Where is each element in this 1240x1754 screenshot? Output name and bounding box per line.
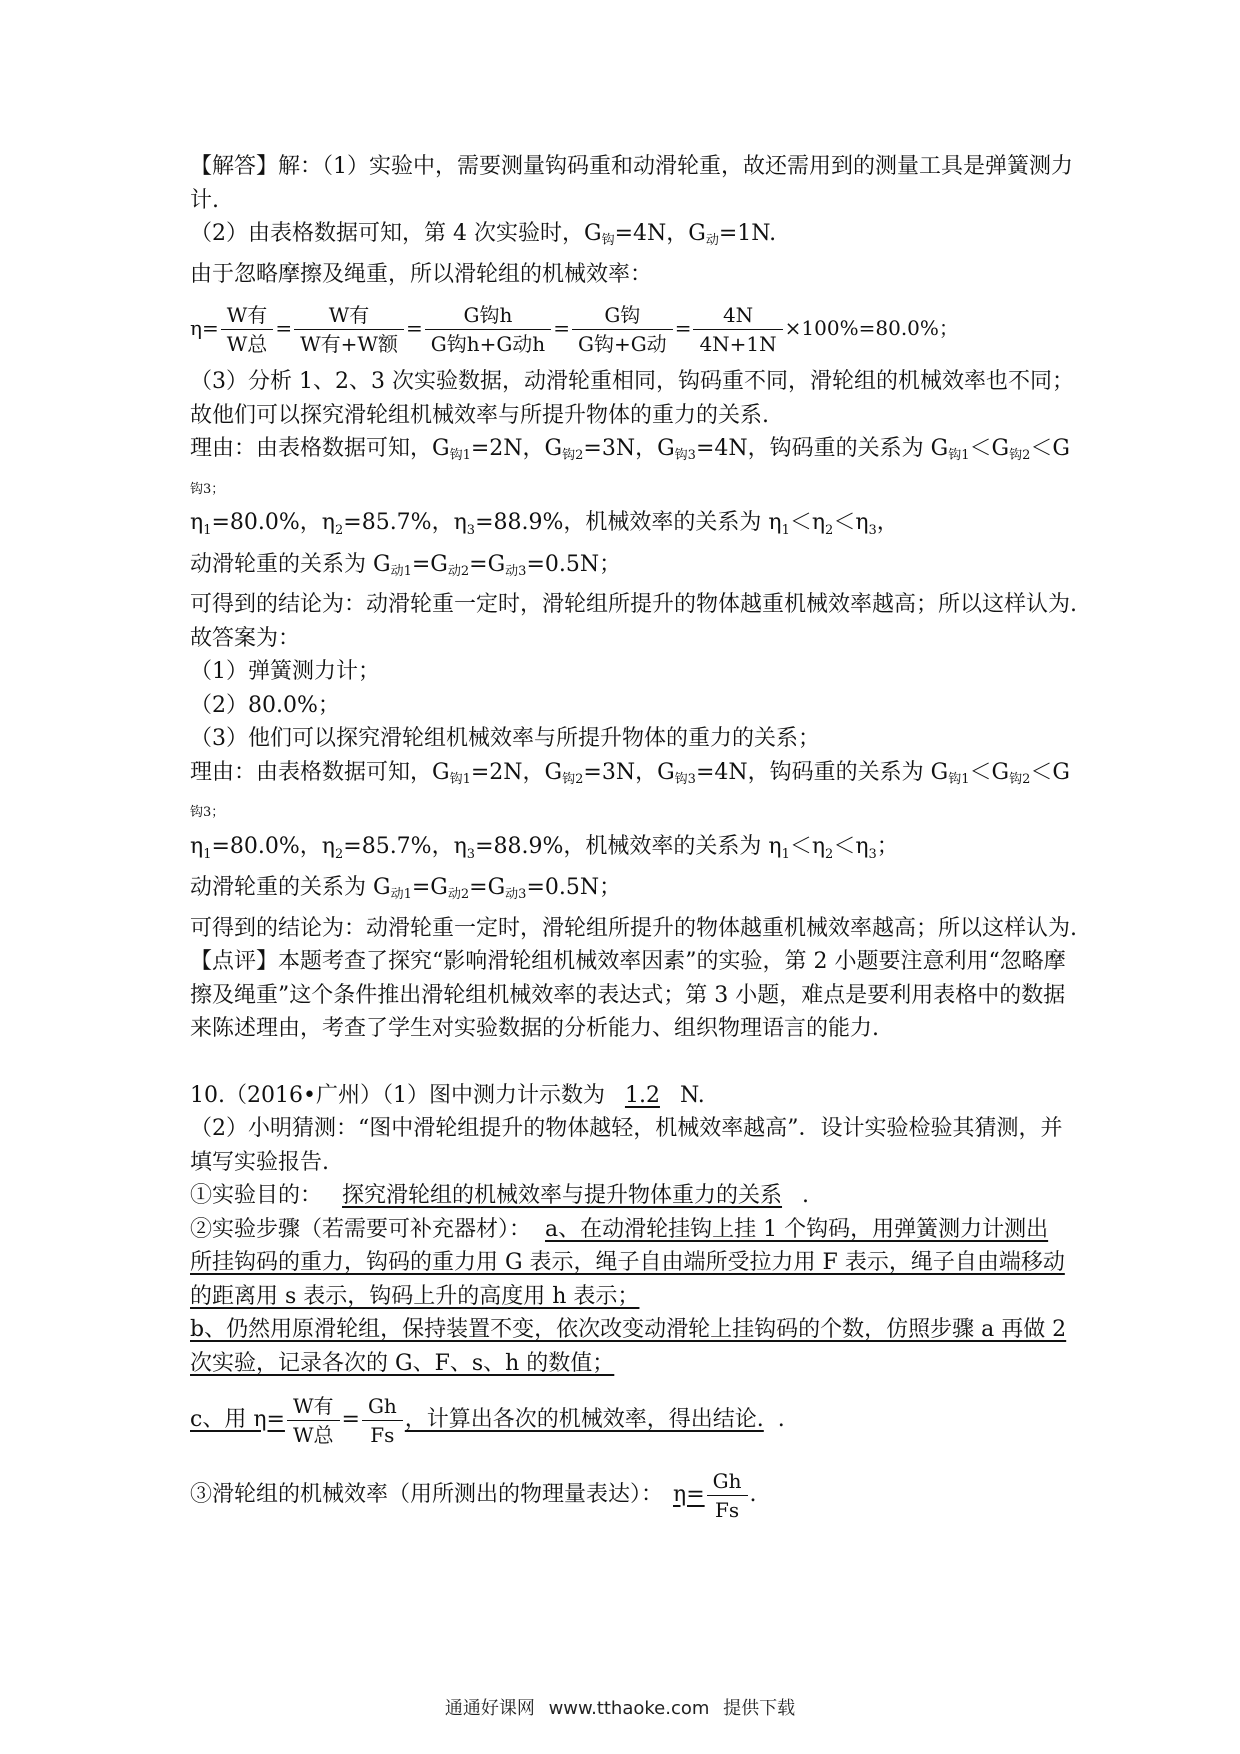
answer-2: （2）80.0%； <box>190 692 340 718</box>
efficiency-formula: η= $\frac{\text{W有}}{\text{W总}}$ = $\frac{\text{W有}}{\text{W有+W额}}$ = $\frac{\text{G钩h}}{\text{G钩h+G动h}}$ = $\frac{\text{G钩}}{\text{G钩+G动}}$ = $\frac{4N}{4N+1N}$ ×100%=80.0%； <box>190 303 959 356</box>
reason-line-repeat: 理由：由表格数据可知，$G_{钩1}=2N$，$G_{钩2}=3N$，$G_{钩3}=4N$，钩码重的关系为 $G_{钩1}<G_{钩2}<G$ <box>190 759 1070 787</box>
experiment-purpose: ①实验目的： 探究滑轮组的机械效率与提升物体重力的关系 . <box>190 1183 810 1208</box>
reason-cont: 钩3； <box>190 481 225 497</box>
experiment-steps-a1: ②实验步骤（若需要可补充器材）： a、在动滑轮挂钩上挂 1 个钩码，用弹簧测力计测出 <box>190 1216 1049 1242</box>
eta-line: $\eta_1=80.0\%$，$\eta_2=85.7\%$，$\eta_3=88.9\%$，机械效率的关系为 $\eta_1<\eta_2<\eta_3$， <box>190 510 899 538</box>
efficiency-expression: ③滑轮组的机械效率（用所测出的物理量表达）： η= $\frac{Gh}{Fs}$ . <box>190 1468 757 1522</box>
reason-line: 理由：由表格数据可知，$G_{钩1}=2N$，$G_{钩2}=3N$，$G_{钩3}=4N$，钩码重的关系为 $G_{钩1}<G_{钩2}<G$ <box>190 436 1070 463</box>
fraction: $\frac{4N}{4N+1N}$ <box>693 301 782 358</box>
part2-line: （2）由表格数据可知，第 4 次实验时，$G_钩=4N$，$G_动=1N$. <box>190 221 777 248</box>
experiment-steps-b1: b、仍然用原滑轮组，保持装置不变，依次改变动滑轮上挂钩码的个数，仿照步骤 a 再做 2 <box>190 1317 1067 1342</box>
experiment-steps-c: c、用 η= $\frac{\text{W有}}{\text{W总}}$ = $\frac{Gh}{Fs}$ ，计算出各次的机械效率，得出结论. . <box>190 1393 785 1447</box>
footer-suffix: 提供下载 <box>723 1698 796 1719</box>
review-line-2: 擦及绳重”这个条件推出滑轮组机械效率的表达式；第 3 小题，难点是要利用表格中的数据 <box>190 982 1066 1008</box>
experiment-steps-a2: 所挂钩码的重力，钩码的重力用 G 表示，绳子自由端所受拉力用 F 表示，绳子自由端移动 <box>190 1250 1065 1275</box>
fraction: $\frac{\text{W有}}{\text{W总}}$ <box>287 1392 340 1449</box>
answer-blank: 探究滑轮组的机械效率与提升物体重力的关系 <box>342 1183 783 1208</box>
page-footer <box>0 1694 1240 1720</box>
question-10-line-3: 填写实验报告. <box>190 1149 329 1175</box>
dynamic-pulley-line-repeat: 动滑轮重的关系为 $G_{动1}=G_{动2}=G_{动3}=0.5N$； <box>190 875 622 902</box>
answers-title: 故答案为： <box>190 625 301 651</box>
footer-url[interactable]: www.tthaoke.com <box>548 1698 710 1719</box>
fraction: $\frac{\text{G钩}}{\text{G钩+G动}}$ <box>572 301 673 358</box>
fraction: $\frac{Gh}{Fs}$ <box>707 1467 748 1524</box>
reason-cont-repeat: 钩3； <box>190 805 225 820</box>
answer-1: （1）弹簧测力计； <box>190 659 380 684</box>
experiment-steps-b2: 次实验，记录各次的 G、F、s、h 的数值； <box>190 1350 615 1376</box>
conclusion-line: 可得到的结论为：动滑轮重一定时，滑轮组所提升的物体越重机械效率越高；所以这样认为. <box>190 592 1077 617</box>
fraction: $\frac{\text{W有}}{\text{W总}}$ <box>221 301 274 358</box>
question-10-line-2: （2）小明猜测：“图中滑轮组提升的物体越轻，机械效率越高”．设计实验检验其猜测，并 <box>190 1116 1063 1141</box>
fraction: $\frac{Gh}{Fs}$ <box>362 1392 403 1449</box>
review-line-3: 来陈述理由，考查了学生对实验数据的分析能力、组织物理语言的能力. <box>190 1016 879 1041</box>
answer-header: 【解答】解：（1）实验中，需要测量钩码重和动滑轮重，故还需用到的测量工具是弹簧测力 <box>190 154 1074 179</box>
fraction: $\frac{\text{W有}}{\text{W有+W额}}$ <box>294 301 404 358</box>
document-body <box>190 150 1077 1530</box>
conclusion-line-repeat: 可得到的结论为：动滑轮重一定时，滑轮组所提升的物体越重机械效率越高；所以这样认为. <box>190 915 1077 941</box>
dynamic-pulley-line: 动滑轮重的关系为 $G_{动1}=G_{动2}=G_{动3}=0.5N$； <box>190 551 622 579</box>
experiment-steps-a3: 的距离用 s 表示，钩码上升的高度用 h 表示； <box>190 1283 640 1309</box>
answer-header-cont: 计. <box>190 187 219 213</box>
answer-3: （3）他们可以探究滑轮组机械效率与所提升物体的重力的关系； <box>190 726 820 751</box>
fraction: $\frac{\text{G钩h}}{\text{G钩h+G动h}}$ <box>425 301 551 358</box>
part3-line-a: （3）分析 1、2、3 次实验数据，动滑轮重相同，钩码重不同，滑轮组的机械效率也不同； <box>190 369 1074 394</box>
footer-brand: 通通好课网 <box>444 1698 535 1719</box>
answer-blank: 1.2 <box>624 1082 660 1108</box>
eta-line-repeat: $\eta_1=80.0\%$，$\eta_2=85.7\%$，$\eta_3=88.9\%$，机械效率的关系为 $\eta_1<\eta_2<\eta_3$； <box>190 833 899 862</box>
part2-note: 由于忽略摩擦及绳重，所以滑轮组的机械效率： <box>190 261 653 287</box>
question-10-title: 10.（2016•广州）（1）图中测力计示数为 1.2 N. <box>190 1082 705 1108</box>
part3-line-b: 故他们可以探究滑轮组机械效率与所提升物体的重力的关系. <box>190 402 769 428</box>
review-line-1: 【点评】本题考查了探究“影响滑轮组机械效率因素”的实验，第 2 小题要注意利用“忽略摩 <box>190 949 1066 974</box>
